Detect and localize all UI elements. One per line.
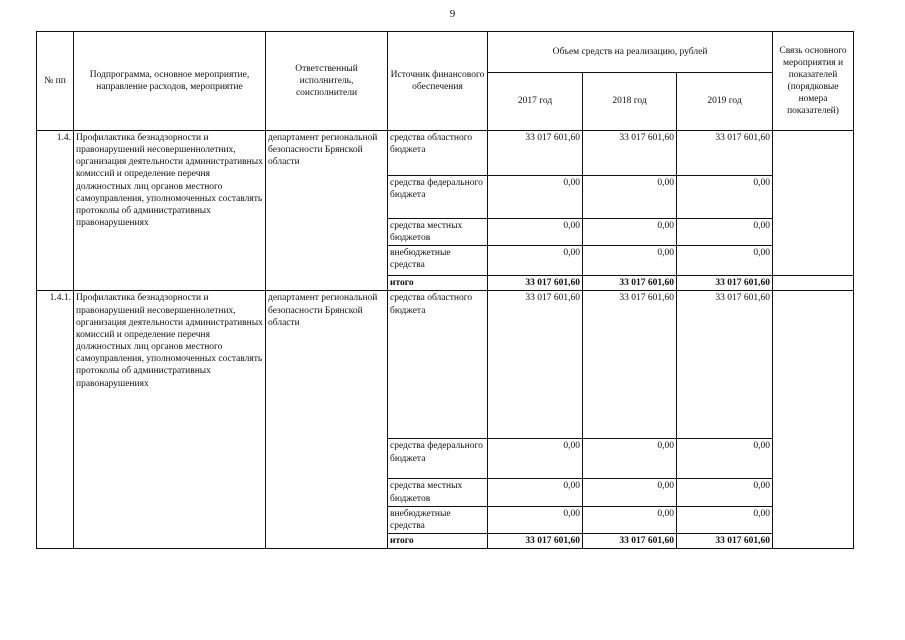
budget-table	[36, 31, 854, 549]
section-executor: департамент региональной безопасности Брянской области	[266, 291, 388, 549]
source-cell: средства федерального бюджета	[388, 176, 488, 219]
value-2018: 0,00	[583, 479, 677, 506]
value-2019: 0,00	[677, 439, 773, 479]
section-program: Профилактика безнадзорности и правонарушений несовершеннолетних, организация деятельности административных комиссий и определение перечня должностных лиц органов местного самоуправления, уполномоченных составлять протоколы об административных правонарушениях	[74, 291, 266, 549]
header-program: Подпрограмма, основное мероприятие, направление расходов, мероприятие	[74, 32, 266, 131]
source-cell: внебюджетные средства	[388, 506, 488, 533]
value-2019: 33 017 601,60	[677, 131, 773, 176]
header-number: № пп	[37, 32, 74, 131]
value-2017: 0,00	[488, 479, 583, 506]
header-link: Связь основного мероприятия и показателей (порядковые номера показателей)	[773, 32, 854, 131]
page-number: 9	[449, 8, 456, 20]
link-cell	[773, 276, 854, 291]
value-2019: 33 017 601,60	[677, 291, 773, 439]
section-program: Профилактика безнадзорности и правонарушений несовершеннолетних, организация деятельности административных комиссий и определение перечня должностных лиц органов местного самоуправления, уполномоченных составлять протоколы об административных правонарушениях	[74, 131, 266, 291]
value-2017: 33 017 601,60	[488, 291, 583, 439]
value-2018: 33 017 601,60	[583, 291, 677, 439]
header-executor: Ответственный исполнитель, соисполнители	[266, 32, 388, 131]
value-2019: 33 017 601,60	[677, 276, 773, 291]
source-cell: средства областного бюджета	[388, 291, 488, 439]
value-2017: 0,00	[488, 506, 583, 533]
source-cell: итого	[388, 276, 488, 291]
header-volume: Объем средств на реализацию, рублей	[488, 32, 773, 73]
source-cell: итого	[388, 534, 488, 549]
value-2018: 0,00	[583, 176, 677, 219]
value-2019: 0,00	[677, 219, 773, 246]
value-2019: 0,00	[677, 246, 773, 276]
value-2019: 0,00	[677, 479, 773, 506]
source-cell: средства областного бюджета	[388, 131, 488, 176]
header-year-2017: 2017 год	[488, 73, 583, 131]
value-2019: 33 017 601,60	[677, 534, 773, 549]
value-2017: 0,00	[488, 439, 583, 479]
table-row	[37, 291, 854, 439]
source-cell: внебюджетные средства	[388, 246, 488, 276]
value-2018: 33 017 601,60	[583, 534, 677, 549]
header-year-2018: 2018 год	[583, 73, 677, 131]
value-2017: 0,00	[488, 246, 583, 276]
value-2018: 33 017 601,60	[583, 276, 677, 291]
table-row	[37, 131, 854, 176]
value-2017: 33 017 601,60	[488, 131, 583, 176]
value-2017: 0,00	[488, 176, 583, 219]
source-cell: средства федерального бюджета	[388, 439, 488, 479]
link-cell	[773, 131, 854, 276]
value-2018: 33 017 601,60	[583, 131, 677, 176]
header-source: Источник финансового обеспечения	[388, 32, 488, 131]
value-2018: 0,00	[583, 246, 677, 276]
source-cell: средства местных бюджетов	[388, 479, 488, 506]
value-2017: 0,00	[488, 219, 583, 246]
header-year-2019: 2019 год	[677, 73, 773, 131]
section-executor: департамент региональной безопасности Брянской области	[266, 131, 388, 291]
value-2019: 0,00	[677, 176, 773, 219]
section-number: 1.4.1.	[37, 291, 74, 549]
value-2018: 0,00	[583, 219, 677, 246]
value-2019: 0,00	[677, 506, 773, 533]
value-2017: 33 017 601,60	[488, 534, 583, 549]
link-cell	[773, 291, 854, 549]
value-2018: 0,00	[583, 506, 677, 533]
section-number: 1.4.	[37, 131, 74, 291]
value-2017: 33 017 601,60	[488, 276, 583, 291]
source-cell: средства местных бюджетов	[388, 219, 488, 246]
value-2018: 0,00	[583, 439, 677, 479]
